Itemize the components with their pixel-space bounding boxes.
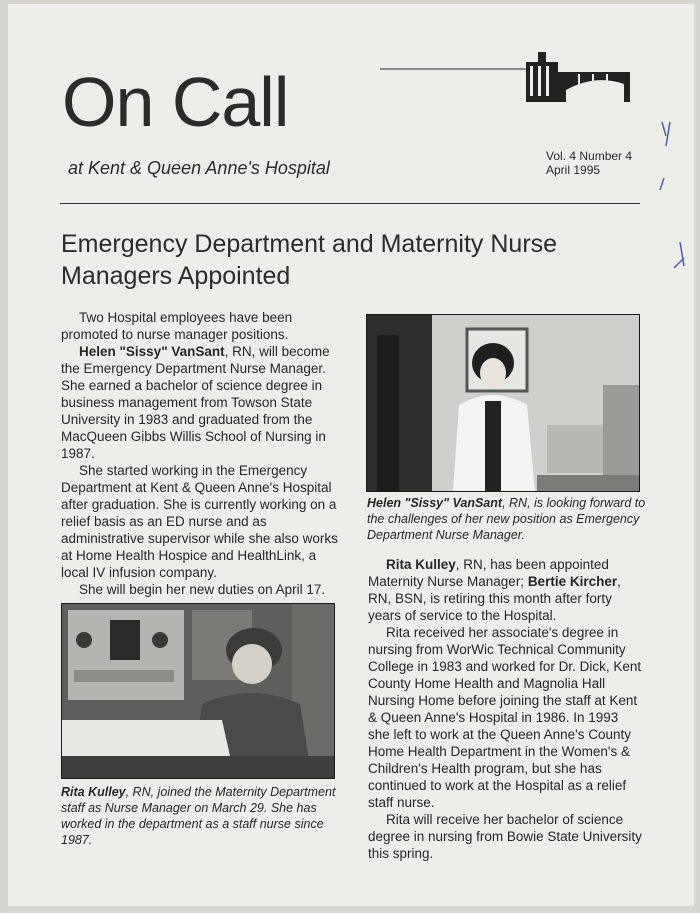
paragraph: Rita will receive her bachelor of science degree in nursing from Bowie State University this spring.	[368, 812, 642, 861]
name-helen: Helen "Sissy" VanSant	[79, 344, 225, 359]
pen-marks-icon	[656, 118, 686, 278]
paragraph: Helen "Sissy" VanSant, RN, will become the Emergency Department Nurse Manager. She earned a bachelor of science degree in business management from Towson State University in 1983 and graduated from the MacQueen Gibbs Willis School of Nursing in 1987.	[61, 344, 330, 461]
paragraph: She will begin her new duties on April 17.	[79, 582, 326, 597]
paragraph: She started working in the Emergency Department at Kent & Queen Anne's Hospital after graduation. She is currently working on a relief basis as an ED nurse and as administrative supervisor while she also works at Home Health Hospice and HealthLink, a local IV infusion company.	[61, 463, 338, 580]
article-headline: Emergency Department and Maternity Nurse Managers Appointed	[61, 230, 558, 290]
masthead-subtitle: at Kent & Queen Anne's Hospital	[68, 158, 330, 178]
paragraph: Rita received her associate's degree in nursing from WorWic Technical Community College in 1983 and worked for Dr. Dick, Kent County Home Health and Magnolia Hall Nursing Home before joining the staff at Kent & Queen Anne's Hospital in 1986. In 1993 she left to work at the Queen Anne's County Home Health Department in the Women's & Children's Health program, but she has continued to work at the Hospital as a relief staff nurse.	[368, 625, 642, 810]
masthead-divider	[60, 203, 640, 204]
issue-volume: Vol. 4 Number 4	[546, 149, 633, 163]
caption-rita: Rita Kulley, RN, joined the Maternity Department staff as Nurse Manager on March 29. She has worked in the department as a staff nurse since 1987.	[61, 785, 336, 847]
rita-photo	[61, 603, 335, 779]
paragraph: Two Hospital employees have been promoted to nurse manager positions.	[61, 310, 293, 342]
name-bertie: Bertie Kircher	[527, 574, 618, 589]
masthead-title: On Call	[62, 63, 289, 141]
article-left-column	[61, 309, 339, 598]
issue-date: April 1995	[546, 163, 601, 177]
issue-info	[546, 149, 632, 177]
paragraph: Rita Kulley, RN, has been appointed Maternity Nurse Manager; Bertie Kircher, RN, BSN, is retiring this month after forty years of service to the Hospital.	[368, 557, 621, 623]
article-right-column	[368, 556, 643, 862]
caption-helen: Helen "Sissy" VanSant, RN, is looking forward to the challenges of her new position as Emergency Department Nurse Manager.	[367, 496, 646, 542]
name-rita: Rita Kulley	[386, 557, 456, 572]
bridge-logo-icon	[380, 50, 635, 106]
helen-photo	[366, 314, 640, 492]
